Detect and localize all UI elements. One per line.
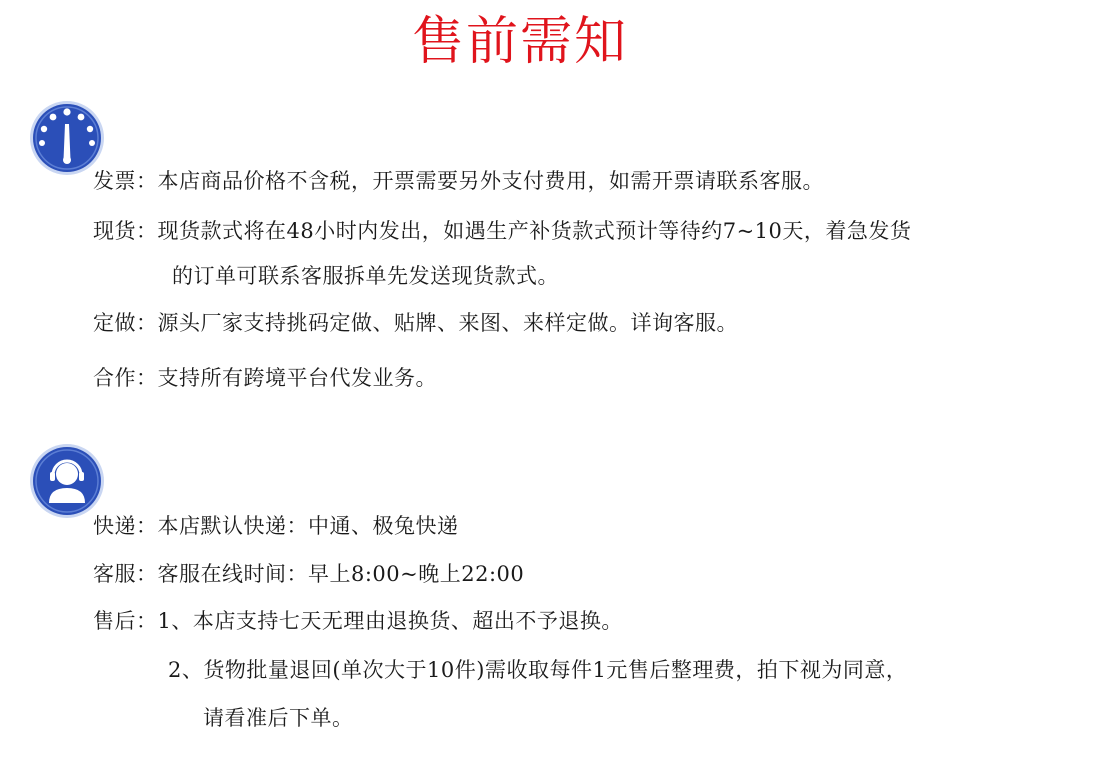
aftersale-line [93,606,623,636]
express-line [93,511,459,541]
service-text: 客服在线时间：早上8:00~晚上22:00 [157,562,525,586]
stock-text: 现货款式将在48小时内发出，如遇生产补货款式预计等待约7~10天，着急发货 [157,219,912,243]
stock-label: 现货： [93,219,158,243]
invoice-label: 发票： [93,169,158,193]
cooperation-label: 合作： [93,366,158,390]
customer-service-icon [29,443,105,519]
custom-line [93,308,738,338]
service-line [93,559,524,589]
custom-text: 源头厂家支持挑码定做、贴牌、来图、来样定做。详询客服。 [157,311,738,335]
page-title: 售前需知 [411,12,628,72]
stock-line [93,216,911,246]
invoice-line [93,166,824,196]
express-label: 快递： [93,514,158,538]
express-text: 本店默认快递：中通、极兔快递 [157,514,459,538]
invoice-text: 本店商品价格不含税，开票需要另外支付费用，如需开票请联系客服。 [157,169,824,193]
service-label: 客服： [93,562,158,586]
aftersale-line-2 [168,655,907,685]
aftersale-text: 1、本店支持七天无理由退换货、超出不予退换。 [157,609,623,633]
aftersale-text-3: 请看准后下单。 [203,706,354,730]
aftersale-text-2: 2、货物批量退回(单次大于10件)需收取每件1元售后整理费，拍下视为同意， [168,658,908,682]
aftersale-line-3 [203,703,354,733]
cooperation-line [93,363,437,393]
custom-label: 定做： [93,311,158,335]
info-icon [29,100,105,176]
stock-text-2: 的订单可联系客服拆单先发送现货款式。 [172,264,559,288]
cooperation-text: 支持所有跨境平台代发业务。 [157,366,437,390]
stock-line-2 [172,261,559,291]
aftersale-label: 售后： [93,609,158,633]
